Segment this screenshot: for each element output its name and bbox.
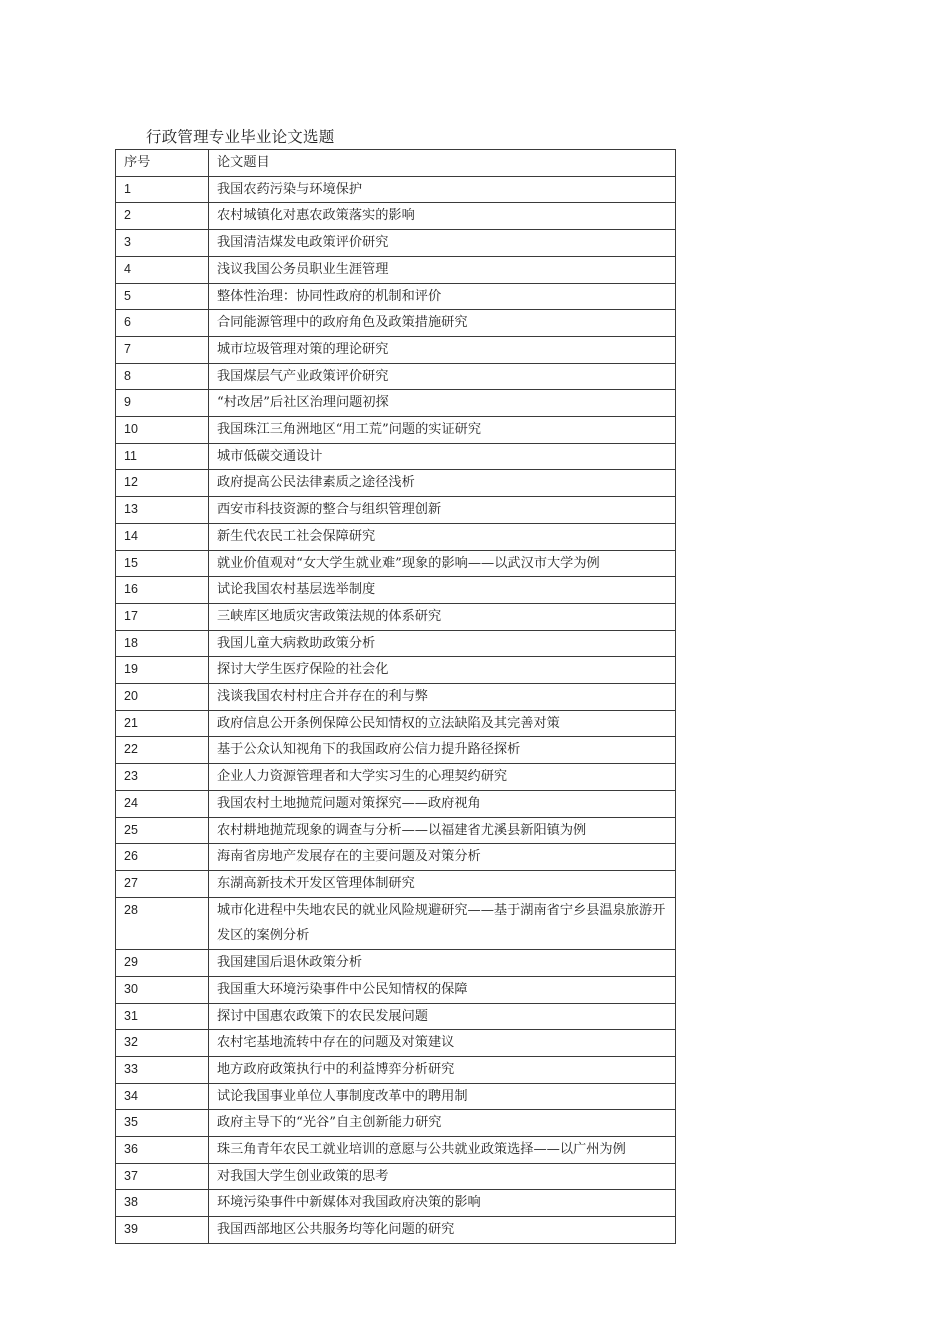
row-number: 32 — [116, 1030, 209, 1057]
row-number: 5 — [116, 283, 209, 310]
row-thesis-title: 我国农村土地抛荒问题对策探究——政府视角 — [209, 790, 676, 817]
row-number: 24 — [116, 790, 209, 817]
row-thesis-title: 新生代农民工社会保障研究 — [209, 523, 676, 550]
table-row — [116, 417, 676, 444]
table-row — [116, 443, 676, 470]
row-number: 23 — [116, 764, 209, 791]
table-row — [116, 256, 676, 283]
row-thesis-title: 城市低碳交通设计 — [209, 443, 676, 470]
row-number: 31 — [116, 1003, 209, 1030]
row-number: 15 — [116, 550, 209, 577]
row-number: 37 — [116, 1163, 209, 1190]
table-row — [116, 336, 676, 363]
row-thesis-title: 我国珠江三角洲地区“用工荒”问题的实证研究 — [209, 417, 676, 444]
table-row — [116, 203, 676, 230]
table-row — [116, 684, 676, 711]
table-row — [116, 1083, 676, 1110]
row-thesis-title: 企业人力资源管理者和大学实习生的心理契约研究 — [209, 764, 676, 791]
table-row — [116, 737, 676, 764]
table-row — [116, 310, 676, 337]
row-thesis-title: 我国西部地区公共服务均等化问题的研究 — [209, 1217, 676, 1244]
row-thesis-title: 合同能源管理中的政府角色及政策措施研究 — [209, 310, 676, 337]
row-thesis-title: 东湖高新技术开发区管理体制研究 — [209, 870, 676, 897]
row-thesis-title: 地方政府政策执行中的利益博弈分析研究 — [209, 1056, 676, 1083]
table-row — [116, 657, 676, 684]
row-number: 16 — [116, 577, 209, 604]
row-thesis-title: 探讨大学生医疗保险的社会化 — [209, 657, 676, 684]
row-thesis-title: 城市垃圾管理对策的理论研究 — [209, 336, 676, 363]
table-row — [116, 390, 676, 417]
table-row — [116, 1003, 676, 1030]
row-thesis-title: 城市化进程中失地农民的就业风险规避研究——基于湖南省宁乡县温泉旅游开发区的案例分析 — [209, 897, 676, 949]
row-number: 10 — [116, 417, 209, 444]
row-thesis-title: 整体性治理：协同性政府的机制和评价 — [209, 283, 676, 310]
table-row — [116, 577, 676, 604]
row-thesis-title: 我国重大环境污染事件中公民知情权的保障 — [209, 976, 676, 1003]
table-row — [116, 470, 676, 497]
row-thesis-title: 试论我国农村基层选举制度 — [209, 577, 676, 604]
row-thesis-title: 农村城镇化对惠农政策落实的影响 — [209, 203, 676, 230]
table-body — [116, 150, 676, 1244]
header-title: 论文题目 — [209, 150, 676, 177]
table-row — [116, 630, 676, 657]
table-row — [116, 1137, 676, 1164]
row-thesis-title: 基于公众认知视角下的我国政府公信力提升路径探析 — [209, 737, 676, 764]
row-number: 22 — [116, 737, 209, 764]
table-row — [116, 1163, 676, 1190]
row-number: 9 — [116, 390, 209, 417]
row-number: 30 — [116, 976, 209, 1003]
row-number: 17 — [116, 603, 209, 630]
row-thesis-title: 政府信息公开条例保障公民知情权的立法缺陷及其完善对策 — [209, 710, 676, 737]
table-row — [116, 1190, 676, 1217]
row-number: 21 — [116, 710, 209, 737]
row-thesis-title: 对我国大学生创业政策的思考 — [209, 1163, 676, 1190]
row-thesis-title: 环境污染事件中新媒体对我国政府决策的影响 — [209, 1190, 676, 1217]
row-thesis-title: 农村宅基地流转中存在的问题及对策建议 — [209, 1030, 676, 1057]
row-thesis-title: 我国农药污染与环境保护 — [209, 176, 676, 203]
row-number: 35 — [116, 1110, 209, 1137]
row-number: 33 — [116, 1056, 209, 1083]
row-number: 25 — [116, 817, 209, 844]
row-thesis-title: 浅议我国公务员职业生涯管理 — [209, 256, 676, 283]
table-row — [116, 1110, 676, 1137]
document-title: 行政管理专业毕业论文选题 — [146, 128, 335, 146]
row-number: 3 — [116, 230, 209, 257]
table-row — [116, 363, 676, 390]
row-thesis-title: 探讨中国惠农政策下的农民发展问题 — [209, 1003, 676, 1030]
table-row — [116, 176, 676, 203]
table-row — [116, 1217, 676, 1244]
row-number: 11 — [116, 443, 209, 470]
row-number: 20 — [116, 684, 209, 711]
row-thesis-title: “村改居”后社区治理问题初探 — [209, 390, 676, 417]
table-row — [116, 283, 676, 310]
row-thesis-title: 就业价值观对“女大学生就业难”现象的影响——以武汉市大学为例 — [209, 550, 676, 577]
row-thesis-title: 我国儿童大病救助政策分析 — [209, 630, 676, 657]
row-number: 7 — [116, 336, 209, 363]
row-number: 19 — [116, 657, 209, 684]
table-row — [116, 230, 676, 257]
row-thesis-title: 政府主导下的“光谷”自主创新能力研究 — [209, 1110, 676, 1137]
table-row — [116, 497, 676, 524]
row-number: 29 — [116, 950, 209, 977]
table-row — [116, 976, 676, 1003]
row-number: 2 — [116, 203, 209, 230]
row-number: 39 — [116, 1217, 209, 1244]
row-thesis-title: 珠三角青年农民工就业培训的意愿与公共就业政策选择——以广州为例 — [209, 1137, 676, 1164]
header-number: 序号 — [116, 150, 209, 177]
row-number: 36 — [116, 1137, 209, 1164]
row-number: 1 — [116, 176, 209, 203]
table-row — [116, 790, 676, 817]
table-row — [116, 764, 676, 791]
row-thesis-title: 西安市科技资源的整合与组织管理创新 — [209, 497, 676, 524]
row-thesis-title: 我国清洁煤发电政策评价研究 — [209, 230, 676, 257]
row-number: 4 — [116, 256, 209, 283]
table-row — [116, 1030, 676, 1057]
row-thesis-title: 农村耕地抛荒现象的调查与分析——以福建省尤溪县新阳镇为例 — [209, 817, 676, 844]
row-thesis-title: 海南省房地产发展存在的主要问题及对策分析 — [209, 844, 676, 871]
table-row — [116, 844, 676, 871]
row-number: 28 — [116, 897, 209, 949]
row-number: 27 — [116, 870, 209, 897]
row-number: 13 — [116, 497, 209, 524]
table-row — [116, 817, 676, 844]
row-thesis-title: 浅谈我国农村村庄合并存在的利与弊 — [209, 684, 676, 711]
table-row — [116, 550, 676, 577]
table-row — [116, 870, 676, 897]
table-row — [116, 1056, 676, 1083]
row-number: 6 — [116, 310, 209, 337]
table-row — [116, 897, 676, 949]
row-thesis-title: 我国煤层气产业政策评价研究 — [209, 363, 676, 390]
row-number: 26 — [116, 844, 209, 871]
row-number: 14 — [116, 523, 209, 550]
row-thesis-title: 我国建国后退休政策分析 — [209, 950, 676, 977]
row-thesis-title: 三峡库区地质灾害政策法规的体系研究 — [209, 603, 676, 630]
row-number: 34 — [116, 1083, 209, 1110]
row-thesis-title: 试论我国事业单位人事制度改革中的聘用制 — [209, 1083, 676, 1110]
table-row — [116, 603, 676, 630]
row-number: 18 — [116, 630, 209, 657]
row-thesis-title: 政府提高公民法律素质之途径浅析 — [209, 470, 676, 497]
table-row — [116, 523, 676, 550]
table-row — [116, 950, 676, 977]
row-number: 38 — [116, 1190, 209, 1217]
row-number: 8 — [116, 363, 209, 390]
table-row — [116, 710, 676, 737]
row-number: 12 — [116, 470, 209, 497]
thesis-topics-table — [115, 149, 676, 1244]
table-header-row — [116, 150, 676, 177]
